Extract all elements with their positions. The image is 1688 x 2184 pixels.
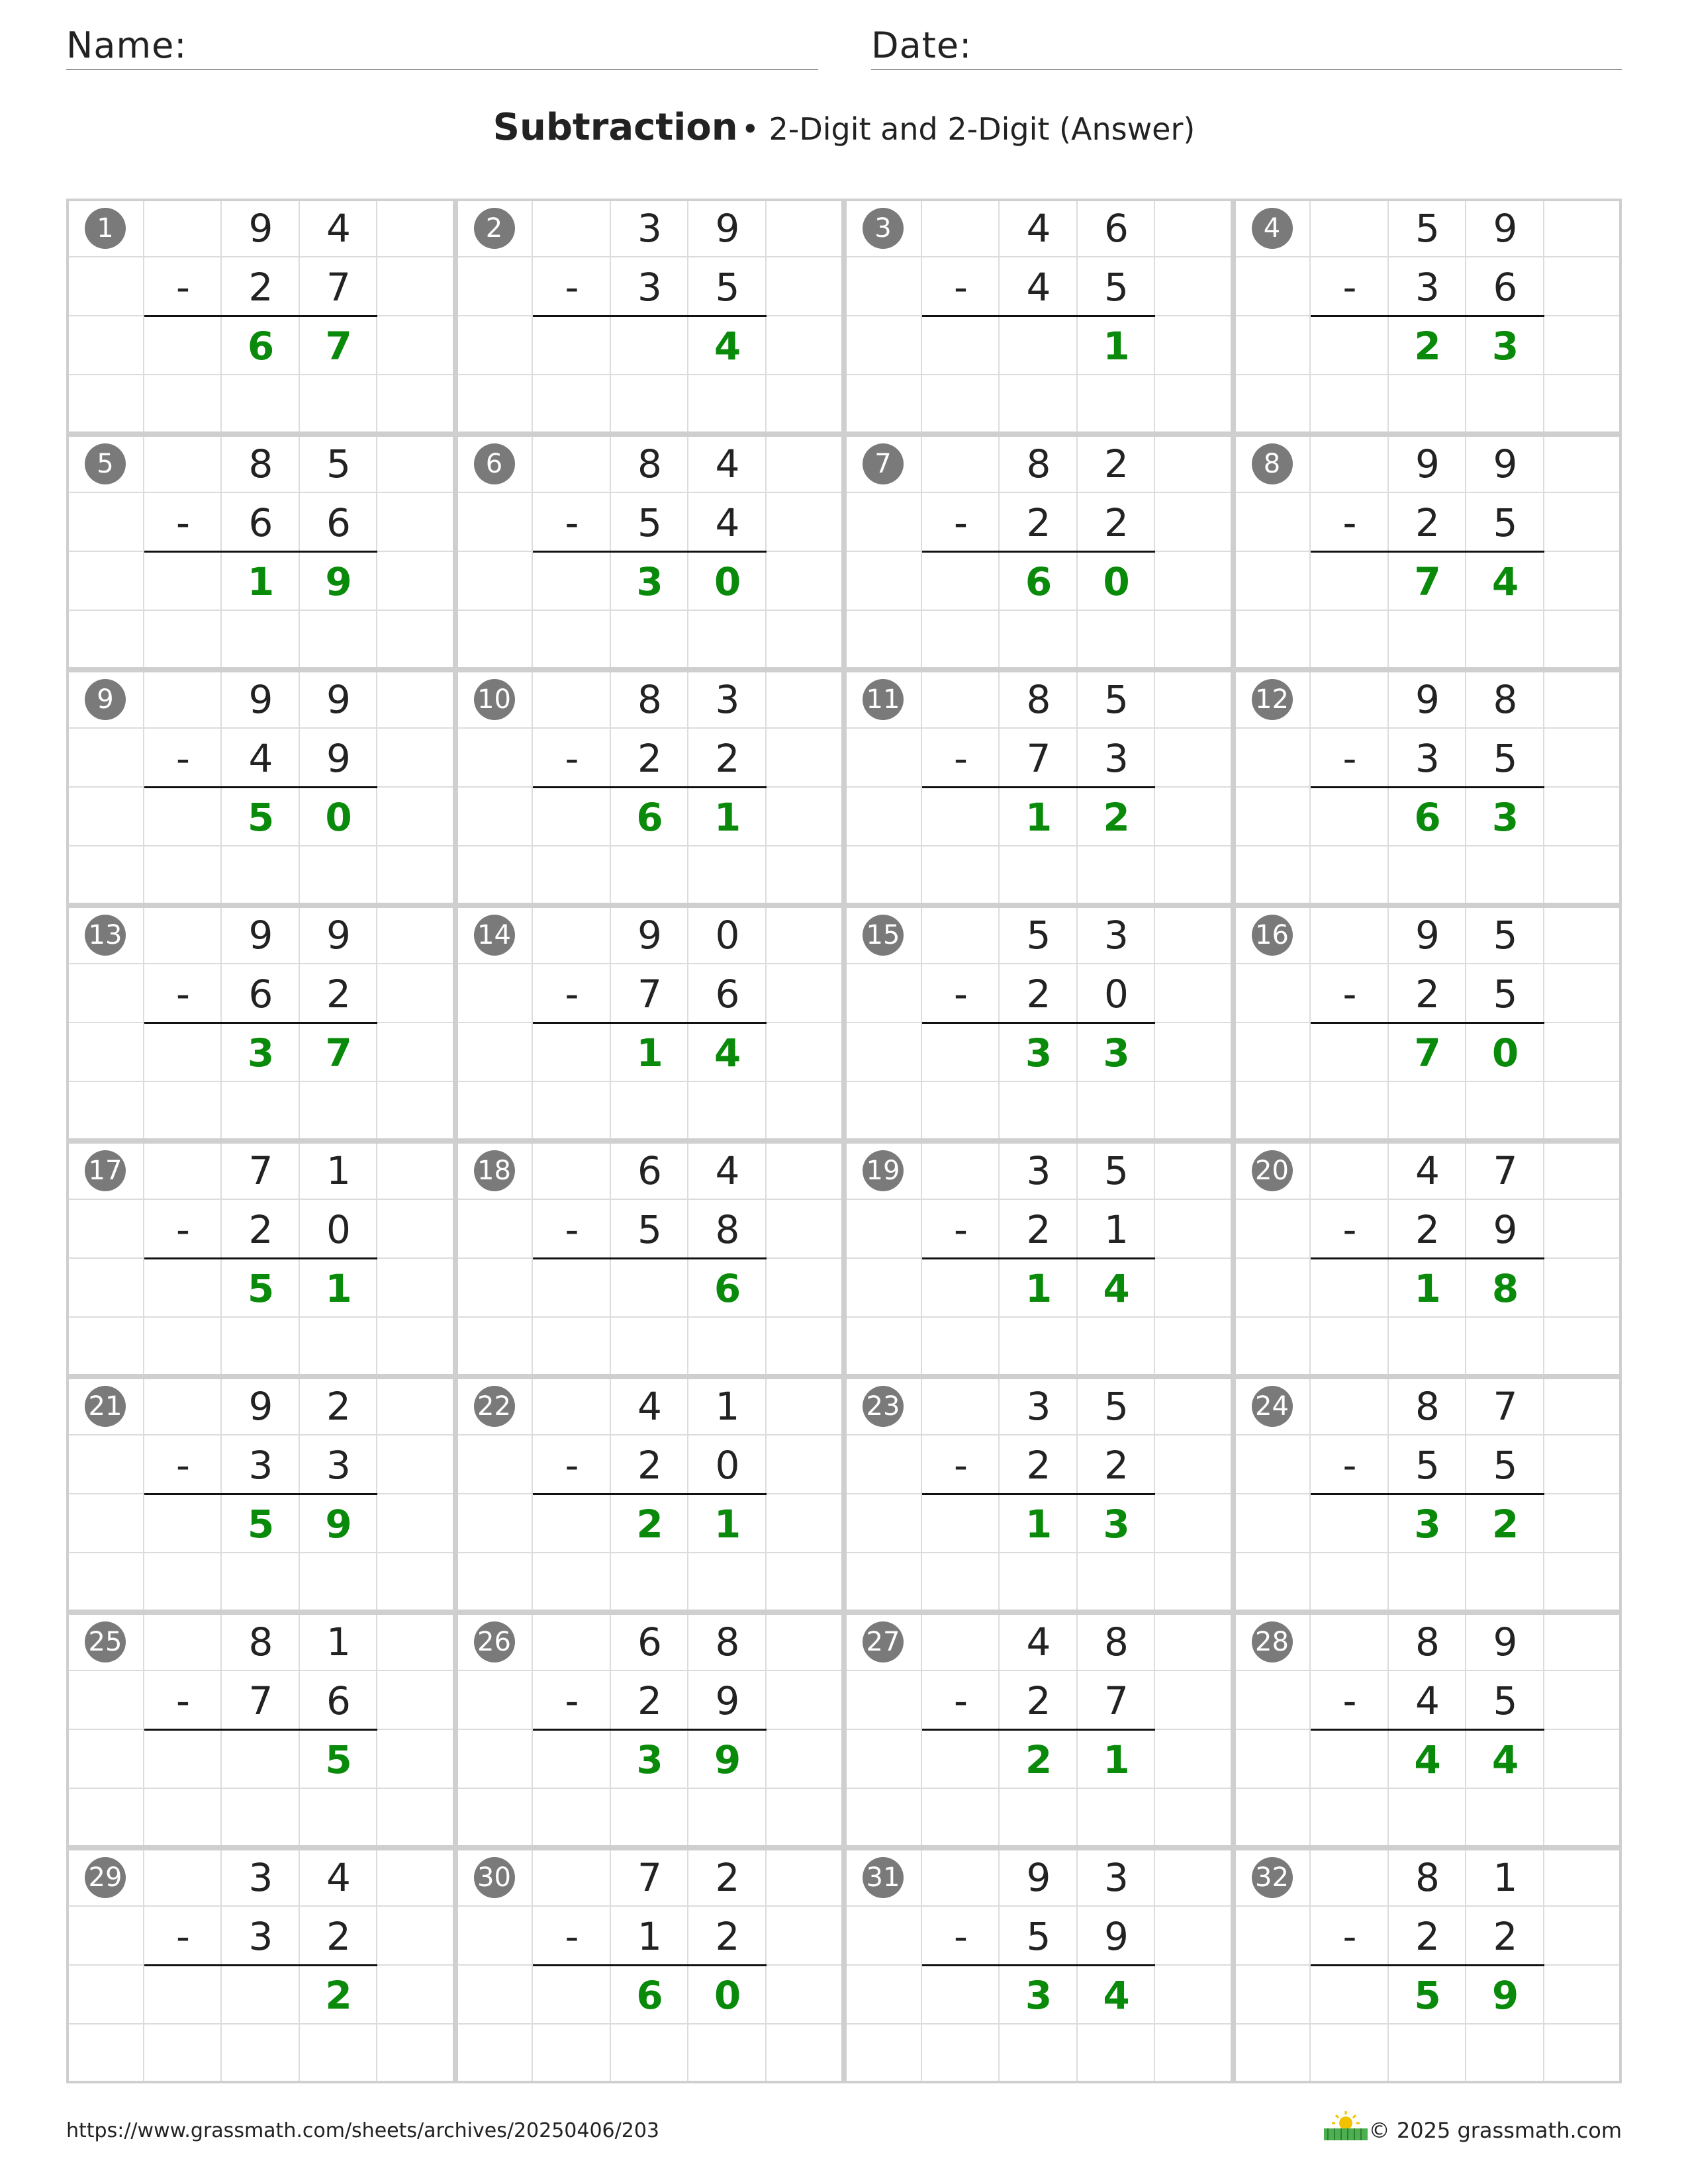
problem-number-badge: 30 [474,1857,515,1898]
answer-ones-digit: 5 [325,1737,352,1782]
answer-rule [144,315,378,317]
minus-sign: - [1342,500,1357,545]
answer-tens-digit: 5 [247,794,275,840]
answer-ones-digit: 1 [1103,323,1130,369]
minuend-tens-digit: 8 [1026,676,1051,722]
minuend-ones-digit: 5 [1104,676,1129,722]
minus-sign: - [1342,1442,1357,1488]
subtrahend-ones-digit: 3 [326,1442,351,1488]
minuend-ones-digit: 4 [326,1854,351,1900]
answer-ones-digit: 2 [1103,794,1130,840]
subtrahend-tens-digit: 2 [1026,1678,1051,1723]
minuend-ones-digit: 7 [1493,1383,1518,1429]
subtrahend-ones-digit: 5 [1493,1678,1518,1723]
answer-rule [922,1493,1156,1495]
subtrahend-tens-digit: 3 [1415,264,1440,310]
answer-tens-digit: 3 [1414,1501,1441,1547]
subtrahend-ones-digit: 6 [1493,264,1518,310]
answer-ones-digit: 7 [325,1030,352,1075]
minuend-tens-digit: 4 [637,1383,662,1429]
subtrahend-ones-digit: 0 [715,1442,740,1488]
minus-sign: - [1342,1206,1357,1252]
subtrahend-ones-digit: 4 [715,500,740,545]
problem-number-badge: 5 [85,443,126,484]
subtrahend-ones-digit: 9 [1493,1206,1518,1252]
minuend-ones-digit: 8 [1104,1619,1129,1664]
minuend-tens-digit: 5 [1415,205,1440,251]
answer-tens-digit: 3 [1025,1972,1053,2018]
minuend-ones-digit: 2 [1104,441,1129,486]
answer-ones-digit: 1 [714,1501,741,1547]
subtrahend-tens-digit: 2 [1415,1206,1440,1252]
minuend-ones-digit: 3 [715,676,740,722]
answer-rule [144,551,378,553]
answer-ones-digit: 4 [1491,1737,1519,1782]
problem-grid [66,199,1622,2083]
subtrahend-ones-digit: 7 [1104,1678,1129,1723]
date-label: Date: [871,24,972,66]
answer-ones-digit: 4 [714,323,741,369]
grass-sun-icon [1323,2109,1369,2144]
minus-sign: - [176,264,190,310]
answer-rule [533,551,767,553]
answer-tens-digit: 4 [1414,1737,1441,1782]
subtrahend-ones-digit: 5 [1493,971,1518,1017]
answer-rule [922,315,1156,317]
minus-sign: - [1342,735,1357,781]
answer-rule [533,1729,767,1731]
minuend-ones-digit: 4 [715,441,740,486]
minuend-tens-digit: 9 [248,1383,273,1429]
minuend-tens-digit: 4 [1415,1148,1440,1193]
answer-ones-digit: 0 [714,1972,741,2018]
answer-rule [1311,315,1544,317]
answer-rule [144,1257,378,1259]
answer-tens-digit: 5 [1414,1972,1441,2018]
minuend-tens-digit: 8 [1415,1383,1440,1429]
subtrahend-tens-digit: 2 [1415,500,1440,545]
answer-ones-digit: 4 [1491,559,1519,604]
answer-ones-digit: 9 [714,1737,741,1782]
minuend-ones-digit: 1 [326,1619,351,1664]
subtrahend-ones-digit: 9 [326,735,351,781]
subtrahend-tens-digit: 4 [248,735,273,781]
minuend-ones-digit: 9 [326,912,351,958]
answer-rule [533,315,767,317]
minuend-ones-digit: 1 [326,1148,351,1193]
title-subtitle: • 2-Digit and 2-Digit (Answer) [741,111,1196,147]
answer-rule [922,1729,1156,1731]
minus-sign: - [565,1913,579,1959]
problem-number-badge: 15 [863,915,904,956]
problem-number-badge: 14 [474,915,515,956]
answer-rule [533,1964,767,1966]
minuend-ones-digit: 1 [1493,1854,1518,1900]
answer-tens-digit: 6 [1414,794,1441,840]
answer-tens-digit: 1 [636,1030,663,1075]
answer-tens-digit: 1 [1025,1501,1053,1547]
minuend-tens-digit: 3 [637,205,662,251]
answer-tens-digit: 6 [1025,559,1053,604]
minuend-tens-digit: 3 [1026,1383,1051,1429]
subtrahend-tens-digit: 5 [1415,1442,1440,1488]
minuend-ones-digit: 2 [326,1383,351,1429]
minus-sign: - [176,1206,190,1252]
subtrahend-ones-digit: 8 [715,1206,740,1252]
minus-sign: - [954,1442,968,1488]
minuend-tens-digit: 8 [637,441,662,486]
answer-ones-digit: 3 [1491,323,1519,369]
subtrahend-tens-digit: 2 [1026,500,1051,545]
minus-sign: - [565,264,579,310]
subtrahend-tens-digit: 2 [1026,971,1051,1017]
answer-tens-digit: 3 [247,1030,275,1075]
answer-ones-digit: 9 [325,559,352,604]
problem-number-badge: 13 [85,915,126,956]
minus-sign: - [1342,971,1357,1017]
minus-sign: - [176,1913,190,1959]
footer-url: https://www.grassmath.com/sheets/archives/20250406/203 [66,2119,660,2142]
answer-ones-digit: 0 [325,794,352,840]
answer-ones-digit: 0 [1491,1030,1519,1075]
answer-rule [1311,786,1544,788]
minus-sign: - [176,735,190,781]
problem-number-badge: 4 [1252,208,1293,249]
minus-sign: - [565,500,579,545]
answer-tens-digit [611,1259,689,1318]
answer-tens-digit: 6 [636,794,663,840]
answer-ones-digit: 8 [1491,1265,1519,1311]
subtrahend-tens-digit: 1 [637,1913,662,1959]
minuend-ones-digit: 2 [715,1854,740,1900]
answer-tens-digit: 3 [636,1737,663,1782]
problem-number-badge: 11 [863,679,904,720]
minus-sign: - [1342,264,1357,310]
minuend-tens-digit: 9 [1415,912,1440,958]
subtrahend-tens-digit: 2 [1026,1442,1051,1488]
problem-number-badge: 1 [85,208,126,249]
minus-sign: - [565,1206,579,1252]
problem-number-badge: 26 [474,1621,515,1662]
minuend-ones-digit: 1 [715,1383,740,1429]
answer-rule [922,1964,1156,1966]
answer-rule [533,1493,767,1495]
answer-ones-digit: 3 [1103,1501,1130,1547]
minuend-ones-digit: 4 [326,205,351,251]
problem-number-badge: 10 [474,679,515,720]
answer-rule [1311,1022,1544,1024]
subtrahend-tens-digit: 2 [1415,971,1440,1017]
minuend-ones-digit: 9 [1493,1619,1518,1664]
minuend-tens-digit: 8 [1415,1854,1440,1900]
subtrahend-ones-digit: 5 [1493,500,1518,545]
answer-rule [144,1964,378,1966]
minuend-tens-digit: 8 [1026,441,1051,486]
answer-ones-digit: 0 [1103,559,1130,604]
subtrahend-tens-digit: 7 [248,1678,273,1723]
minuend-ones-digit: 3 [1104,1854,1129,1900]
answer-rule [922,1257,1156,1259]
minuend-ones-digit: 3 [1104,912,1129,958]
subtrahend-tens-digit: 6 [248,971,273,1017]
subtrahend-ones-digit: 2 [715,735,740,781]
name-field [66,23,818,70]
minuend-tens-digit: 6 [637,1619,662,1664]
answer-ones-digit: 3 [1491,794,1519,840]
answer-ones-digit: 1 [714,794,741,840]
subtrahend-ones-digit: 0 [326,1206,351,1252]
answer-ones-digit: 4 [1103,1265,1130,1311]
minuend-tens-digit: 9 [248,912,273,958]
answer-tens-digit [222,1730,300,1789]
subtrahend-tens-digit: 6 [248,500,273,545]
subtrahend-ones-digit: 5 [1493,735,1518,781]
answer-tens-digit: 2 [1025,1737,1053,1782]
minus-sign: - [176,500,190,545]
minus-sign: - [1342,1678,1357,1723]
answer-tens-digit: 1 [1025,1265,1053,1311]
subtrahend-ones-digit: 6 [326,1678,351,1723]
minuend-ones-digit: 5 [326,441,351,486]
minus-sign: - [954,264,968,310]
subtrahend-ones-digit: 2 [1493,1913,1518,1959]
subtrahend-ones-digit: 2 [1104,1442,1129,1488]
subtrahend-ones-digit: 6 [326,500,351,545]
problem-number-badge: 3 [863,208,904,249]
problem-number-badge: 28 [1252,1621,1293,1662]
minuend-tens-digit: 7 [637,1854,662,1900]
answer-rule [144,786,378,788]
answer-rule [533,1257,767,1259]
problem-number-badge: 6 [474,443,515,484]
subtrahend-ones-digit: 2 [326,1913,351,1959]
subtrahend-ones-digit: 2 [715,1913,740,1959]
answer-tens-digit [222,1966,300,2025]
minuend-ones-digit: 9 [715,205,740,251]
answer-rule [144,1729,378,1731]
problem-number-badge: 24 [1252,1386,1293,1427]
answer-ones-digit: 2 [325,1972,352,2018]
problem-number-badge: 19 [863,1150,904,1191]
problem-number-badge: 23 [863,1386,904,1427]
subtrahend-ones-digit: 3 [1104,735,1129,781]
answer-ones-digit: 4 [1103,1972,1130,2018]
answer-tens-digit [611,316,689,375]
minus-sign: - [565,1442,579,1488]
minuend-tens-digit: 8 [637,676,662,722]
minuend-tens-digit: 8 [1415,1619,1440,1664]
subtrahend-tens-digit: 2 [1415,1913,1440,1959]
problem-number-badge: 2 [474,208,515,249]
problem-number-badge: 9 [85,679,126,720]
date-field [871,23,1622,70]
problem-number-badge: 29 [85,1857,126,1898]
answer-rule [144,1022,378,1024]
minuend-ones-digit: 5 [1104,1148,1129,1193]
minuend-tens-digit: 8 [248,1619,273,1664]
problem-number-badge: 32 [1252,1857,1293,1898]
minuend-ones-digit: 0 [715,912,740,958]
problem-number-badge: 16 [1252,915,1293,956]
subtrahend-tens-digit: 7 [1026,735,1051,781]
subtrahend-tens-digit: 2 [637,1442,662,1488]
answer-rule [1311,1729,1544,1731]
subtrahend-tens-digit: 4 [1415,1678,1440,1723]
minuend-tens-digit: 9 [1415,441,1440,486]
subtrahend-ones-digit: 9 [715,1678,740,1723]
subtrahend-tens-digit: 5 [637,500,662,545]
answer-tens-digit: 2 [1414,323,1441,369]
subtrahend-tens-digit: 3 [1415,735,1440,781]
page-title [0,106,1688,149]
subtrahend-ones-digit: 2 [326,971,351,1017]
subtrahend-tens-digit: 4 [1026,264,1051,310]
answer-tens-digit: 5 [247,1501,275,1547]
subtrahend-tens-digit: 2 [637,735,662,781]
problem-number-badge: 31 [863,1857,904,1898]
minuend-ones-digit: 8 [1493,676,1518,722]
answer-rule [1311,551,1544,553]
minuend-ones-digit: 9 [1493,441,1518,486]
answer-tens-digit: 6 [247,323,275,369]
answer-rule [922,1022,1156,1024]
subtrahend-tens-digit: 2 [248,264,273,310]
minuend-ones-digit: 6 [1104,205,1129,251]
subtrahend-tens-digit: 2 [248,1206,273,1252]
answer-tens-digit: 3 [1025,1030,1053,1075]
minuend-ones-digit: 9 [1493,205,1518,251]
subtrahend-ones-digit: 1 [1104,1206,1129,1252]
minuend-tens-digit: 9 [248,205,273,251]
problem-number-badge: 20 [1252,1150,1293,1191]
subtrahend-tens-digit: 5 [1026,1913,1051,1959]
answer-tens-digit: 1 [1025,794,1053,840]
answer-tens-digit: 2 [636,1501,663,1547]
subtrahend-ones-digit: 5 [1104,264,1129,310]
answer-rule [1311,1493,1544,1495]
problem-number-badge: 22 [474,1386,515,1427]
answer-ones-digit: 1 [325,1265,352,1311]
answer-rule [144,1493,378,1495]
minus-sign: - [954,735,968,781]
problem-number-badge: 18 [474,1150,515,1191]
problem-number-badge: 8 [1252,443,1293,484]
minus-sign: - [565,1678,579,1723]
problem-number-badge: 12 [1252,679,1293,720]
minuend-tens-digit: 9 [1415,676,1440,722]
subtrahend-ones-digit: 7 [326,264,351,310]
name-label: Name: [66,24,187,66]
minuend-ones-digit: 5 [1104,1383,1129,1429]
answer-rule [1311,1964,1544,1966]
subtrahend-tens-digit: 7 [637,971,662,1017]
answer-ones-digit: 0 [714,559,741,604]
answer-ones-digit: 1 [1103,1737,1130,1782]
answer-ones-digit: 4 [714,1030,741,1075]
answer-rule [533,786,767,788]
minus-sign: - [565,735,579,781]
answer-ones-digit: 9 [325,1501,352,1547]
answer-rule [922,551,1156,553]
minuend-tens-digit: 3 [1026,1148,1051,1193]
subtrahend-tens-digit: 3 [637,264,662,310]
answer-ones-digit: 2 [1491,1501,1519,1547]
subtrahend-ones-digit: 6 [715,971,740,1017]
answer-rule [533,1022,767,1024]
footer-copyright: © 2025 grassmath.com [1368,2118,1622,2143]
minus-sign: - [176,1678,190,1723]
minus-sign: - [954,500,968,545]
minus-sign: - [176,1442,190,1488]
subtrahend-tens-digit: 5 [637,1206,662,1252]
answer-tens-digit [1000,316,1078,375]
subtrahend-ones-digit: 0 [1104,971,1129,1017]
minuend-tens-digit: 6 [637,1148,662,1193]
subtrahend-ones-digit: 5 [1493,1442,1518,1488]
subtrahend-tens-digit: 3 [248,1913,273,1959]
subtrahend-tens-digit: 3 [248,1442,273,1488]
problem-number-badge: 25 [85,1621,126,1662]
subtrahend-tens-digit: 2 [637,1678,662,1723]
minus-sign: - [954,1913,968,1959]
minuend-tens-digit: 9 [248,676,273,722]
minuend-tens-digit: 9 [1026,1854,1051,1900]
problem-number-badge: 7 [863,443,904,484]
minus-sign: - [954,1678,968,1723]
minuend-ones-digit: 9 [326,676,351,722]
problem-number-badge: 27 [863,1621,904,1662]
minuend-ones-digit: 4 [715,1148,740,1193]
minuend-tens-digit: 3 [248,1854,273,1900]
answer-tens-digit: 6 [636,1972,663,2018]
subtrahend-ones-digit: 5 [715,264,740,310]
subtrahend-tens-digit: 2 [1026,1206,1051,1252]
answer-rule [922,786,1156,788]
minus-sign: - [176,971,190,1017]
answer-tens-digit: 1 [247,559,275,604]
problem-number-badge: 17 [85,1150,126,1191]
minuend-tens-digit: 9 [637,912,662,958]
title-main: Subtraction [492,106,738,149]
answer-tens-digit: 7 [1414,559,1441,604]
answer-ones-digit: 3 [1103,1030,1130,1075]
minuend-tens-digit: 8 [248,441,273,486]
answer-tens-digit: 1 [1414,1265,1441,1311]
minuend-ones-digit: 8 [715,1619,740,1664]
minuend-tens-digit: 4 [1026,205,1051,251]
answer-tens-digit: 7 [1414,1030,1441,1075]
minuend-tens-digit: 4 [1026,1619,1051,1664]
answer-ones-digit: 6 [714,1265,741,1311]
minuend-tens-digit: 7 [248,1148,273,1193]
answer-ones-digit: 9 [1491,1972,1519,2018]
problem-number-badge: 21 [85,1386,126,1427]
answer-ones-digit: 7 [325,323,352,369]
answer-tens-digit: 5 [247,1265,275,1311]
minus-sign: - [954,971,968,1017]
subtrahend-ones-digit: 2 [1104,500,1129,545]
minuend-ones-digit: 7 [1493,1148,1518,1193]
minus-sign: - [954,1206,968,1252]
answer-tens-digit: 3 [636,559,663,604]
minus-sign: - [1342,1913,1357,1959]
minuend-tens-digit: 5 [1026,912,1051,958]
answer-rule [1311,1257,1544,1259]
minuend-ones-digit: 5 [1493,912,1518,958]
minus-sign: - [565,971,579,1017]
subtrahend-ones-digit: 9 [1104,1913,1129,1959]
